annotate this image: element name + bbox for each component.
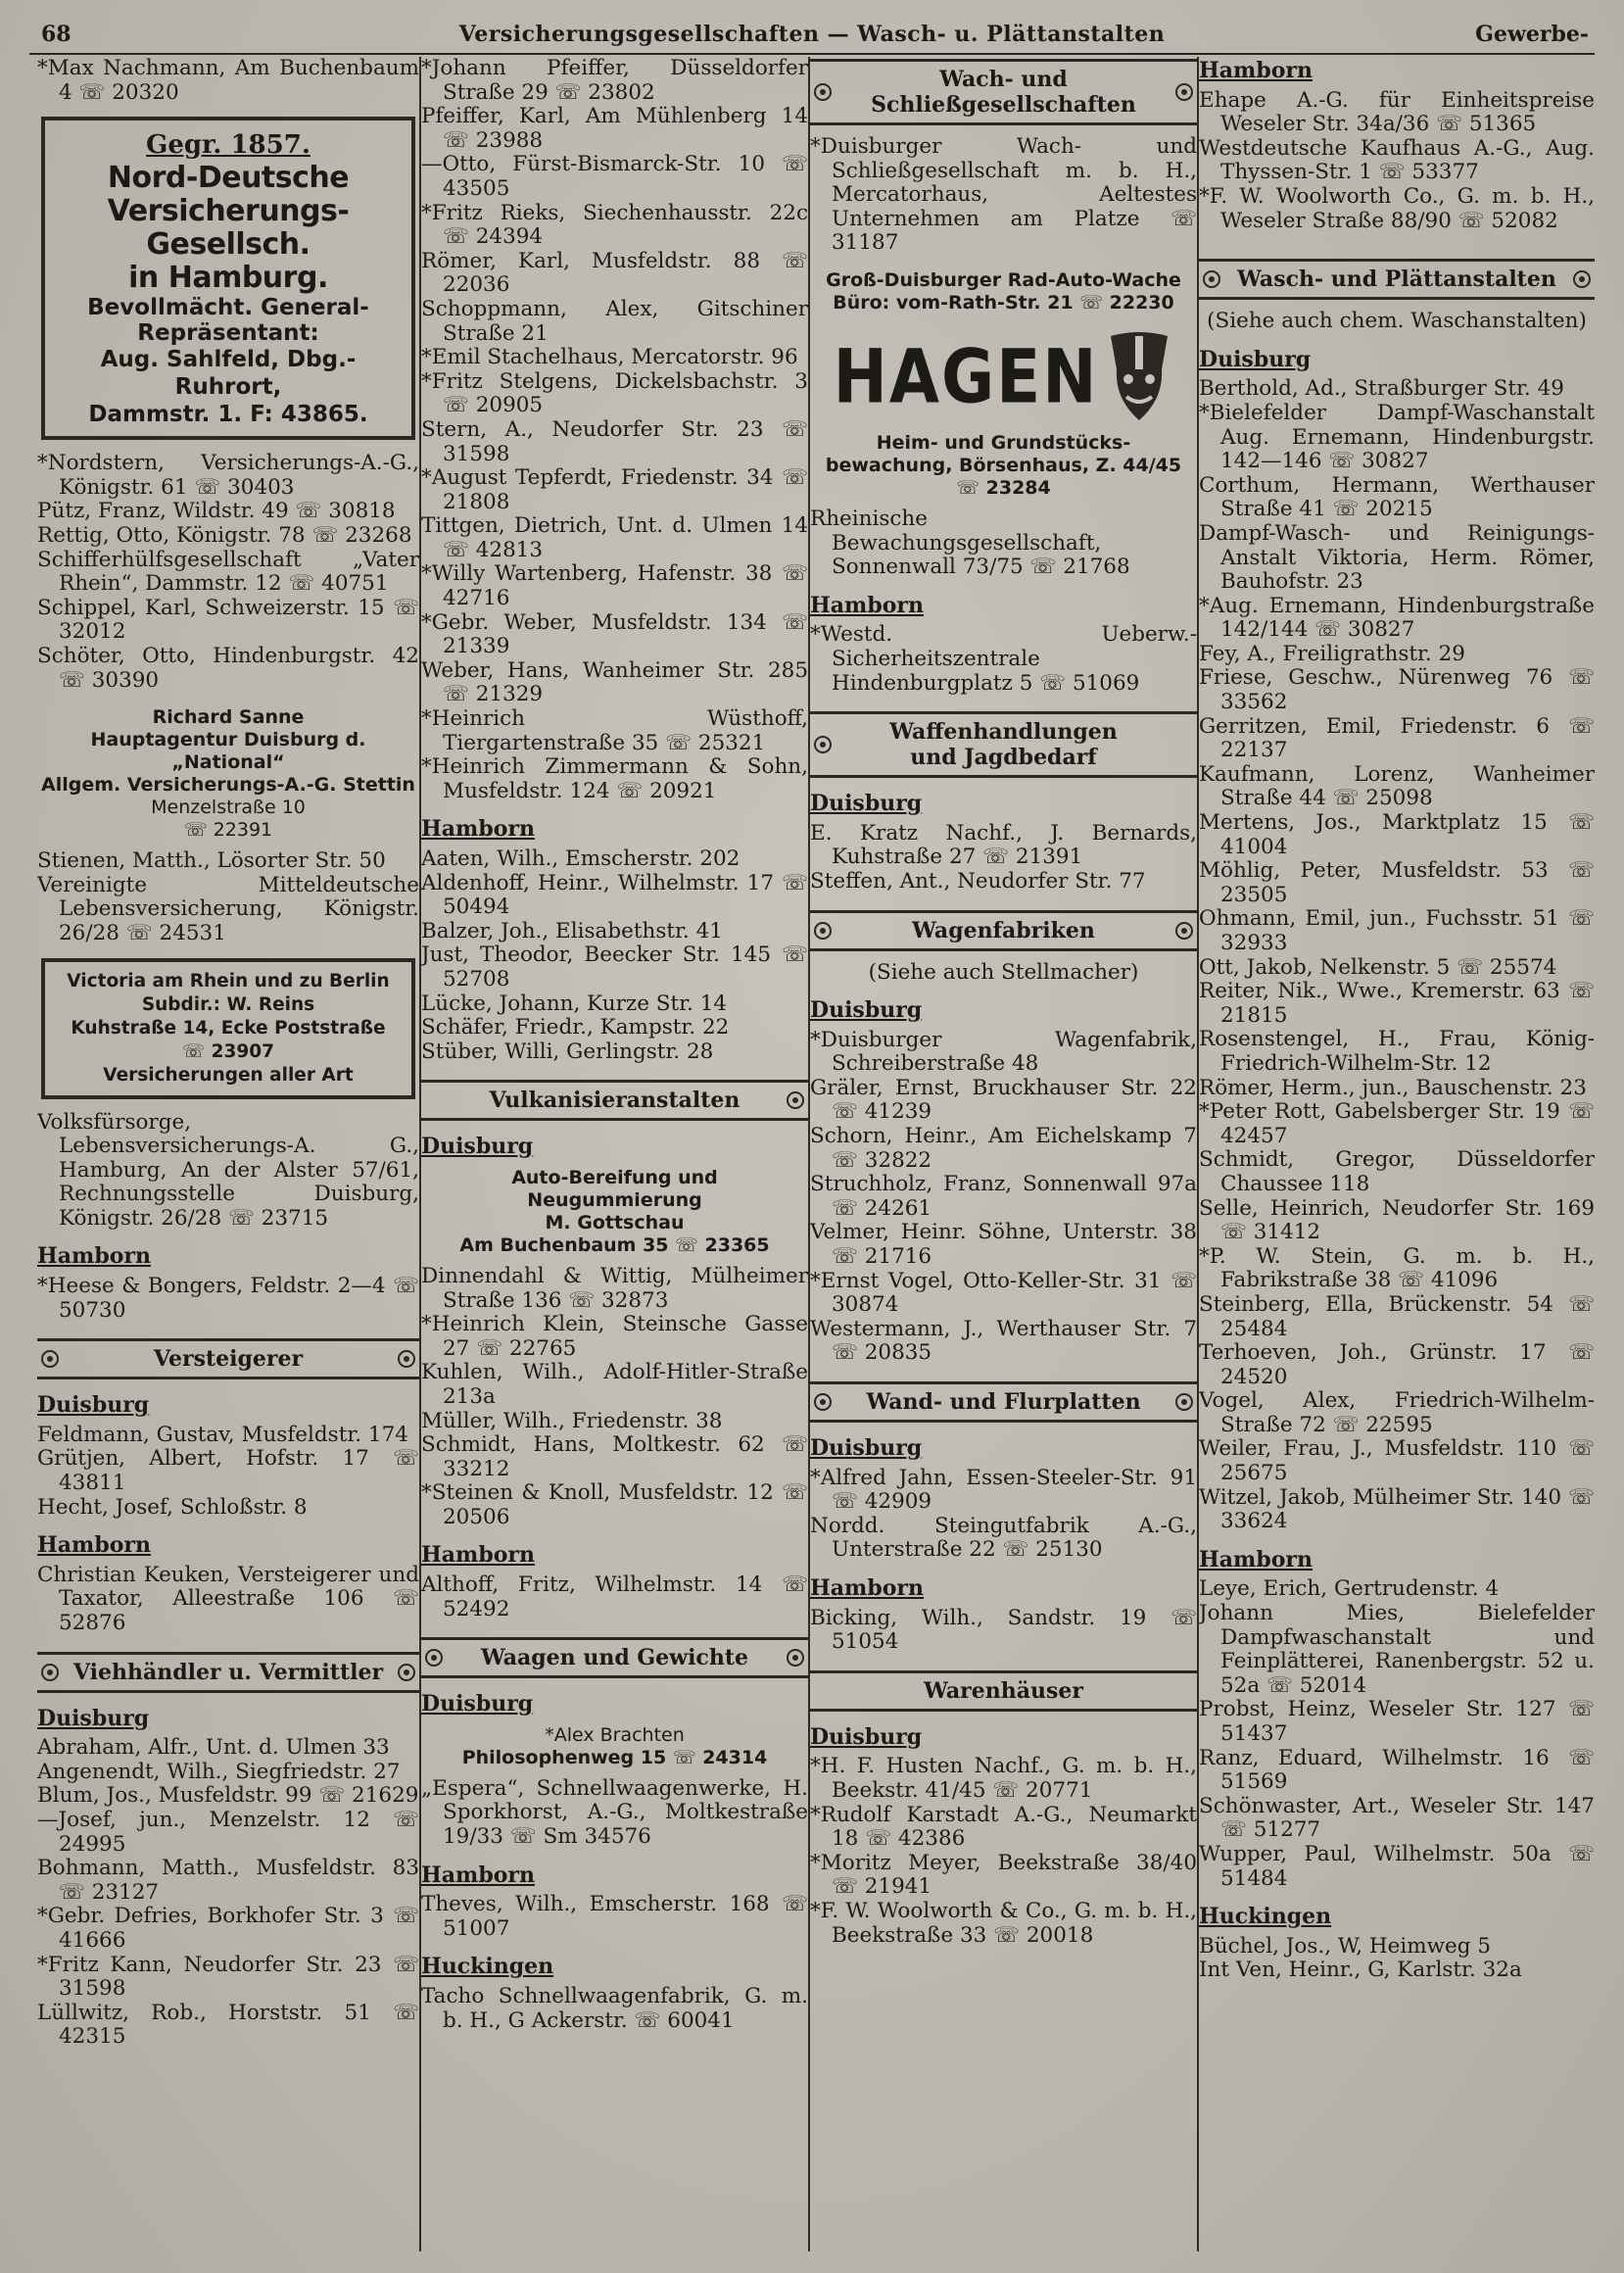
entry: Stüber, Willi, Gerlingstr. 28	[421, 1039, 714, 1064]
ad-line: M. Gottschau	[545, 1211, 685, 1233]
advertisement-sanne	[37, 706, 419, 842]
city-heading: Duisburg	[37, 1392, 150, 1419]
entry: *Aug. Ernemann, Hindenburgstraße 142/144 ☏ 30827	[1199, 593, 1595, 643]
entry: Kaufmann, Lorenz, Wanheimer Straße 44 ☏ 25098	[1199, 761, 1595, 811]
entry: Althoff, Fritz, Wilhelmstr. 14 ☏ 52492	[421, 1572, 808, 1621]
entry: *P. W. Stein, G. m. b. H., Fabrikstraße 38 ☏ 41096	[1199, 1243, 1595, 1293]
ornament-icon	[787, 1091, 804, 1109]
ad-line: Groß-Duisburger Rad-Auto-Wache	[826, 268, 1181, 291]
city-heading: Duisburg	[421, 1134, 534, 1160]
entry: Steinberg, Ella, Brückenstr. 54 ☏ 25484	[1199, 1291, 1595, 1341]
city-heading: Duisburg	[810, 997, 923, 1024]
ornament-icon	[41, 1664, 59, 1681]
column-2	[421, 57, 808, 2251]
entry: Schifferhülfsgesellschaft „Vater Rhein“, Dammstr. 12 ☏ 40751	[37, 547, 419, 597]
ad-line: Richard Sanne	[152, 706, 305, 729]
city-heading: Duisburg	[810, 1435, 923, 1461]
entry: Pütz, Franz, Wildstr. 49 ☏ 30818	[37, 499, 396, 524]
entry: —Otto, Fürst-Bismarck-Str. 10 ☏ 43505	[421, 152, 808, 201]
section-heading	[37, 1338, 419, 1379]
advertisement-nord-deutsche	[41, 117, 415, 440]
section-title: und Jagdbedarf	[910, 745, 1097, 771]
ad-line: Aug. Sahlfeld, Dbg.-Ruhrort,	[100, 347, 357, 401]
ad-line: Auto-Bereifung und Neugummierung	[511, 1166, 718, 1211]
entry: Mertens, Jos., Marktplatz 15 ☏ 41004	[1199, 810, 1595, 859]
entry: Selle, Heinrich, Neudorfer Str. 169 ☏ 31412	[1199, 1195, 1595, 1245]
knight-head-icon	[1105, 330, 1173, 424]
ad-line: Menzelstraße 10	[151, 797, 306, 819]
advertisement-gottschau	[421, 1167, 808, 1257]
section-heading	[37, 1652, 419, 1693]
ornament-icon	[398, 1350, 415, 1368]
ad-line: Kuhstraße 14, Ecke Poststraße	[71, 1017, 386, 1039]
entry: Römer, Karl, Musfeldstr. 88 ☏ 22036	[421, 248, 808, 298]
entry: Pfeiffer, Karl, Am Mühlenberg 14 ☏ 23988	[421, 104, 808, 153]
ad-line: Dammstr. 1. F: 43865.	[88, 402, 368, 428]
entry: *Fritz Rieks, Siechenhausstr. 22c ☏ 24394	[421, 200, 808, 250]
ornament-icon	[41, 1350, 59, 1368]
ad-line: bewachung, Börsenhaus, Z. 44/45	[825, 454, 1182, 476]
entry: *Steinen & Knoll, Musfeldstr. 12 ☏ 20506	[421, 1480, 808, 1529]
entry: Aaten, Wilh., Emscherstr. 202	[421, 846, 740, 871]
entry: *Alfred Jahn, Essen-Steeler-Str. 91 ☏ 42909	[810, 1465, 1197, 1515]
entry: Probst, Heinz, Weseler Str. 127 ☏ 51437	[1199, 1697, 1595, 1746]
section-heading	[810, 910, 1197, 951]
ornament-icon	[1175, 1393, 1193, 1411]
entry: *Westd. Ueberw.-Sicherheitszentrale Hindenburgplatz 5 ☏ 51069	[810, 622, 1197, 696]
city-heading: Duisburg	[1199, 346, 1312, 372]
city-heading: Hamborn	[37, 1532, 151, 1559]
entry: Ranz, Eduard, Wilhelmstr. 16 ☏ 51569	[1199, 1745, 1595, 1795]
entry: Just, Theodor, Beecker Str. 145 ☏ 52708	[421, 943, 808, 991]
entry: Reiter, Nik., Wwe., Kremerstr. 63 ☏ 21815	[1199, 979, 1595, 1028]
city-heading: Hamborn	[1199, 1546, 1313, 1572]
section-title: Waffenhandlungen	[889, 719, 1118, 746]
entry: Steffen, Ant., Neudorfer Str. 77	[810, 868, 1146, 894]
city-heading: Duisburg	[421, 1691, 534, 1717]
ad-line: Allgem. Versicherungs-A.-G. Stettin	[41, 774, 415, 797]
city-heading: Duisburg	[810, 1723, 923, 1750]
entry: E. Kratz Nachf., J. Bernards, Kuhstraße 27 ☏ 21391	[810, 820, 1197, 870]
entry: *Max Nachmann, Am Buchenbaum 4 ☏ 20320	[37, 57, 419, 105]
ornament-icon	[398, 1664, 415, 1681]
city-heading: Duisburg	[37, 1705, 150, 1731]
ornament-icon	[1573, 270, 1591, 288]
city-heading: Hamborn	[810, 592, 924, 618]
entry: *Ernst Vogel, Otto-Keller-Str. 31 ☏ 30874	[810, 1268, 1197, 1318]
entry: Vogel, Alex, Friedrich-Wilhelm-Straße 72 ☏ 22595	[1199, 1388, 1595, 1437]
entry: Ohmann, Emil, jun., Fuchsstr. 51 ☏ 32933	[1199, 906, 1595, 955]
section-title: Viehhändler u. Vermittler	[72, 1659, 384, 1685]
ad-line: Subdir.: W. Reins	[141, 993, 315, 1015]
entry: *Gebr. Defries, Borkhofer Str. 3 ☏ 41666	[37, 1904, 419, 1953]
entry: Rosenstengel, H., Frau, König-Friedrich-Wilhelm-Str. 12	[1199, 1027, 1595, 1076]
entry: Rettig, Otto, Königstr. 78 ☏ 23268	[37, 522, 412, 548]
hagen-logo	[810, 330, 1197, 424]
entry: *Duisburger Wagenfabrik, Schreiberstraße 48	[810, 1027, 1197, 1077]
ad-line: Versicherungs-Gesellsch.	[107, 194, 350, 263]
entry: Vereinigte Mitteldeutsche Lebensversicherung, Königstr. 26/28 ☏ 24531	[37, 872, 419, 945]
entry: *Willy Wartenberg, Hafenstr. 38 ☏ 42716	[421, 561, 808, 611]
section-heading	[1199, 259, 1595, 300]
hagen-wordmark: HAGEN	[833, 333, 1099, 420]
entry: *Bielefelder Dampf-Waschanstalt Aug. Ernemann, Hindenburgstr. 142—146 ☏ 30827	[1199, 400, 1595, 474]
entry: Velmer, Heinr. Söhne, Unterstr. 38 ☏ 21716	[810, 1220, 1197, 1270]
ornament-icon	[814, 1393, 832, 1411]
city-heading: Huckingen	[421, 1954, 554, 1980]
section-heading	[810, 59, 1197, 125]
entry: Weiler, Frau, J., Musfeldstr. 110 ☏ 25675	[1199, 1436, 1595, 1486]
advertisement-hagen	[810, 432, 1197, 500]
ornament-icon	[425, 1649, 443, 1667]
city-heading: Hamborn	[421, 1862, 535, 1888]
entry: Volksfürsorge, Lebensversicherungs-A. G., Hamburg, An der Alster 57/61, Rechnungsstelle Duisburg, Königstr. 26/28 ☏ 23715	[37, 1109, 419, 1231]
entry: Abraham, Alfr., Unt. d. Ulmen 33	[37, 1735, 390, 1761]
entry: Corthum, Hermann, Werthauser Straße 41 ☏ 20215	[1199, 472, 1595, 522]
entry: Schönwaster, Art., Weseler Str. 147 ☏ 51277	[1199, 1793, 1595, 1843]
entry: Weber, Hans, Wanheimer Str. 285 ☏ 21329	[421, 657, 808, 707]
section-title: Wand- und Flurplatten	[866, 1389, 1141, 1415]
ad-line: Büro: vom-Rath-Str. 21 ☏ 22230	[833, 291, 1174, 314]
entry: Stienen, Matth., Lösorter Str. 50	[37, 848, 386, 874]
column-4	[1199, 57, 1595, 2251]
city-heading: Hamborn	[37, 1243, 151, 1270]
page-header	[29, 18, 1595, 55]
entry: Schmidt, Hans, Moltkestr. 62 ☏ 33212	[421, 1432, 808, 1481]
entry: *Peter Rott, Gabelsberger Str. 19 ☏ 42457	[1199, 1099, 1595, 1148]
ornament-icon	[814, 736, 832, 753]
ornament-icon	[1175, 83, 1193, 101]
entry: *Heinrich Wüsthoff, Tiergartenstraße 35 ☏ 25321	[421, 706, 808, 755]
entry: Büchel, Jos., W, Heimweg 5	[1199, 1933, 1492, 1959]
entry: Berthold, Ad., Straßburger Str. 49	[1199, 376, 1564, 402]
entry: Lücke, Johann, Kurze Str. 14	[421, 991, 728, 1016]
page-title: Versicherungsgesellschaften — Wasch- u. Plättanstalten	[458, 22, 1166, 47]
city-heading: Hamborn	[421, 1542, 535, 1569]
section-heading	[810, 1670, 1197, 1712]
entry: *Duisburger Wach- und Schließgesellschaft m. b. H., Mercatorhaus, Aeltestes Unternehmen am Platze ☏ 31187	[810, 134, 1197, 256]
entry: Wupper, Paul, Wilhelmstr. 50a ☏ 51484	[1199, 1841, 1595, 1891]
entry: *Heinrich Zimmermann & Sohn, Musfeldstr. 124 ☏ 20921	[421, 754, 808, 803]
section-heading	[810, 711, 1197, 778]
entry: *Heinrich Klein, Steinsche Gasse 27 ☏ 22765	[421, 1312, 808, 1361]
entry: *Gebr. Weber, Musfeldstr. 134 ☏ 21339	[421, 609, 808, 659]
entry: Fey, A., Freiligrathstr. 29	[1199, 641, 1465, 666]
running-head: Gewerbe-	[1475, 22, 1589, 47]
entry: *August Tepferdt, Friedenstr. 34 ☏ 21808	[421, 465, 808, 514]
entry: *Emil Stachelhaus, Mercatorstr. 96	[421, 345, 798, 370]
advertisement-brachten	[421, 1724, 808, 1769]
entry: *Fritz Stelgens, Dickelsbachstr. 3 ☏ 20905	[421, 368, 808, 418]
section-heading	[421, 1637, 808, 1678]
entry: Bicking, Wilh., Sandstr. 19 ☏ 51054	[810, 1605, 1197, 1655]
entry: Tacho Schnellwaagenfabrik, G. m. b. H., G Ackerstr. ☏ 60041	[421, 1984, 808, 2033]
ad-line: Bevollmächt. General-	[87, 295, 369, 321]
city-heading: Hamborn	[1199, 58, 1313, 83]
entry: Feldmann, Gustav, Musfeldstr. 174	[37, 1422, 408, 1447]
section-title: Wagenfabriken	[912, 917, 1095, 943]
entry: Gerritzen, Emil, Friedenstr. 6 ☏ 22137	[1199, 713, 1595, 763]
entry: Lüllwitz, Rob., Horststr. 51 ☏ 42315	[37, 2000, 419, 2050]
entry: Terhoeven, Joh., Grünstr. 17 ☏ 24520	[1199, 1340, 1595, 1389]
entry: Schorn, Heinr., Am Eichelskamp 7 ☏ 32822	[810, 1124, 1197, 1173]
ad-line: ☏ 23284	[956, 476, 1051, 499]
cross-reference-note: (Siehe auch Stellmacher)	[868, 959, 1139, 985]
ad-line: ☏ 23907	[182, 1040, 274, 1062]
ornament-icon	[787, 1649, 804, 1667]
entry: *F. W. Woolworth Co., G. m. b. H., Weseler Straße 88/90 ☏ 52082	[1199, 183, 1595, 233]
ad-line: Victoria am Rhein und zu Berlin	[67, 970, 390, 991]
entry: *Heese & Bongers, Feldstr. 2—4 ☏ 50730	[37, 1274, 419, 1323]
entry: *F. W. Woolworth & Co., G. m. b. H., Beekstraße 33 ☏ 20018	[810, 1898, 1197, 1948]
city-heading: Duisburg	[810, 791, 923, 817]
entry: Blum, Jos., Musfeldstr. 99 ☏ 21629	[37, 1783, 419, 1809]
ad-line: Versicherungen aller Art	[103, 1064, 354, 1086]
entry: Stern, A., Neudorfer Str. 23 ☏ 31598	[421, 416, 808, 466]
entry: Int Ven, Heinr., G, Karlstr. 32a	[1199, 1958, 1522, 1983]
column-1	[37, 57, 419, 2251]
ornament-icon	[814, 83, 832, 101]
entry: Tittgen, Dietrich, Unt. d. Ulmen 14 ☏ 42813	[421, 513, 808, 562]
entry: Römer, Herm., jun., Bauschenstr. 23	[1199, 1075, 1587, 1100]
section-title: Vulkanisieranstalten	[489, 1088, 740, 1114]
entry: Schoppmann, Alex, Gitschiner Straße 21	[421, 296, 808, 346]
entry: *Nordstern, Versicherungs-A.-G., Königstr. 61 ☏ 30403	[37, 451, 419, 500]
entry: *Johann Pfeiffer, Düsseldorfer Straße 29 ☏ 23802	[421, 57, 808, 105]
entry: Johann Mies, Bielefelder Dampfwaschanstalt und Feinplätterei, Ranenbergstr. 52 u. 52a ☏ 52014	[1199, 1601, 1595, 1698]
entry: *H. F. Husten Nachf., G. m. b. H., Beekstr. 41/45 ☏ 20771	[810, 1754, 1197, 1803]
column-3	[810, 57, 1197, 2251]
entry: Westermann, J., Werthauser Str. 7 ☏ 20835	[810, 1316, 1197, 1366]
section-title: Waagen und Gewichte	[480, 1645, 748, 1671]
entry: „Espera“, Schnellwaagenwerke, H. Sporkhorst, A.-G., Moltkestraße 19/33 ☏ Sm 34576	[421, 1775, 808, 1850]
entry: Witzel, Jakob, Mülheimer Str. 140 ☏ 33624	[1199, 1484, 1595, 1534]
entry: Bohmann, Matth., Musfeldstr. 83 ☏ 23127	[37, 1856, 419, 1905]
page-number: 68	[41, 22, 72, 47]
entry: Schmidt, Gregor, Düsseldorfer Chaussee 118	[1199, 1147, 1595, 1196]
entry: *Moritz Meyer, Beekstraße 38/40 ☏ 21941	[810, 1850, 1197, 1900]
entry: *Fritz Kann, Neudorfer Str. 23 ☏ 31598	[37, 1952, 419, 2002]
entry: Friese, Geschw., Nürenweg 76 ☏ 33562	[1199, 665, 1595, 715]
city-heading: Hamborn	[810, 1574, 924, 1601]
entry: —Josef, jun., Menzelstr. 12 ☏ 24995	[37, 1807, 419, 1857]
ornament-icon	[814, 922, 832, 940]
entry: Rheinische Bewachungsgesellschaft, Sonnenwall 73/75 ☏ 21768	[810, 506, 1130, 580]
entry: Schöter, Otto, Hindenburgstr. 42 ☏ 30390	[37, 643, 419, 693]
ad-line: Am Buchenbaum 35 ☏ 23365	[459, 1233, 770, 1256]
entry: Aldenhoff, Heinr., Wilhelmstr. 17 ☏ 50494	[421, 870, 808, 920]
entry: Grütjen, Albert, Hofstr. 17 ☏ 43811	[37, 1446, 419, 1496]
entry: Gräler, Ernst, Bruckhauser Str. 22 ☏ 41239	[810, 1075, 1197, 1125]
section-title: Wach- und	[939, 67, 1068, 92]
entry: Ott, Jakob, Nelkenstr. 5 ☏ 25574	[1199, 954, 1557, 980]
advertisement-victoria	[41, 958, 415, 1099]
entry: Schippel, Karl, Schweizerstr. 15 ☏ 32012	[37, 595, 419, 645]
entry: Möhlig, Peter, Musfeldstr. 53 ☏ 23505	[1199, 858, 1595, 907]
ad-line: Philosophenweg 15 ☏ 24314	[461, 1746, 768, 1768]
entry: Ehape A.-G. für Einheitspreise Weseler Str. 34a/36 ☏ 51365	[1199, 87, 1595, 137]
entry: Schäfer, Friedr., Kampstr. 22	[421, 1015, 730, 1040]
section-title: Versteigerer	[153, 1346, 304, 1373]
section-title: Warenhäuser	[924, 1677, 1083, 1704]
section-title: Schließgesellschaften	[871, 92, 1136, 118]
entry: Hecht, Josef, Schloßstr. 8	[37, 1494, 308, 1520]
entry: Nordd. Steingutfabrik A.-G., Unterstraße 22 ☏ 25130	[810, 1513, 1197, 1563]
entry: Müller, Wilh., Friedenstr. 38	[421, 1408, 723, 1433]
advertisement-rad-auto-wache	[810, 269, 1197, 314]
entry: Christian Keuken, Versteigerer und Taxator, Alleestraße 106 ☏ 52876	[37, 1562, 419, 1635]
section-heading	[810, 1381, 1197, 1423]
entry: Struchholz, Franz, Sonnenwall 97a ☏ 24261	[810, 1172, 1197, 1221]
ad-line: ☏ 22391	[183, 819, 273, 842]
cross-reference-note: (Siehe auch chem. Waschanstalten)	[1207, 309, 1587, 334]
ad-line: Nord-Deutsche	[107, 161, 350, 196]
entry: Angenendt, Wilh., Siegfriedstr. 27	[37, 1759, 401, 1784]
ornament-icon	[1203, 270, 1220, 288]
entry: Theves, Wilh., Emscherstr. 168 ☏ 51007	[421, 1892, 808, 1941]
ad-line: Gegr. 1857.	[146, 130, 310, 161]
ad-line: Repräsentant:	[137, 320, 319, 347]
ad-line: *Alex Brachten	[545, 1723, 685, 1746]
entry: Balzer, Joh., Elisabethstr. 41	[421, 918, 723, 943]
section-title: Wasch- und Plättanstalten	[1237, 266, 1556, 293]
entry: Westdeutsche Kaufhaus A.-G., Aug. Thyssen-Str. 1 ☏ 53377	[1199, 135, 1595, 185]
ornament-icon	[1175, 922, 1193, 940]
entry: *Rudolf Karstadt A.-G., Neumarkt 18 ☏ 42386	[810, 1802, 1197, 1852]
entry: Dinnendahl & Wittig, Mülheimer Straße 136 ☏ 32873	[421, 1263, 808, 1313]
entry: Leye, Erich, Gertrudenstr. 4	[1199, 1576, 1500, 1602]
ad-line: Hauptagentur Duisburg d. „National“	[90, 729, 366, 774]
ad-line: in Hamburg.	[128, 261, 328, 296]
city-heading: Hamborn	[421, 816, 535, 843]
city-heading: Huckingen	[1199, 1904, 1332, 1930]
section-heading	[421, 1080, 808, 1121]
entry: Kuhlen, Wilh., Adolf-Hitler-Straße 213a	[421, 1360, 808, 1409]
entry: Dampf-Wasch- und Reinigungs-Anstalt Viktoria, Herm. Römer, Bauhofstr. 23	[1199, 520, 1595, 595]
ad-line: Heim- und Grundstücks-	[876, 431, 1131, 454]
